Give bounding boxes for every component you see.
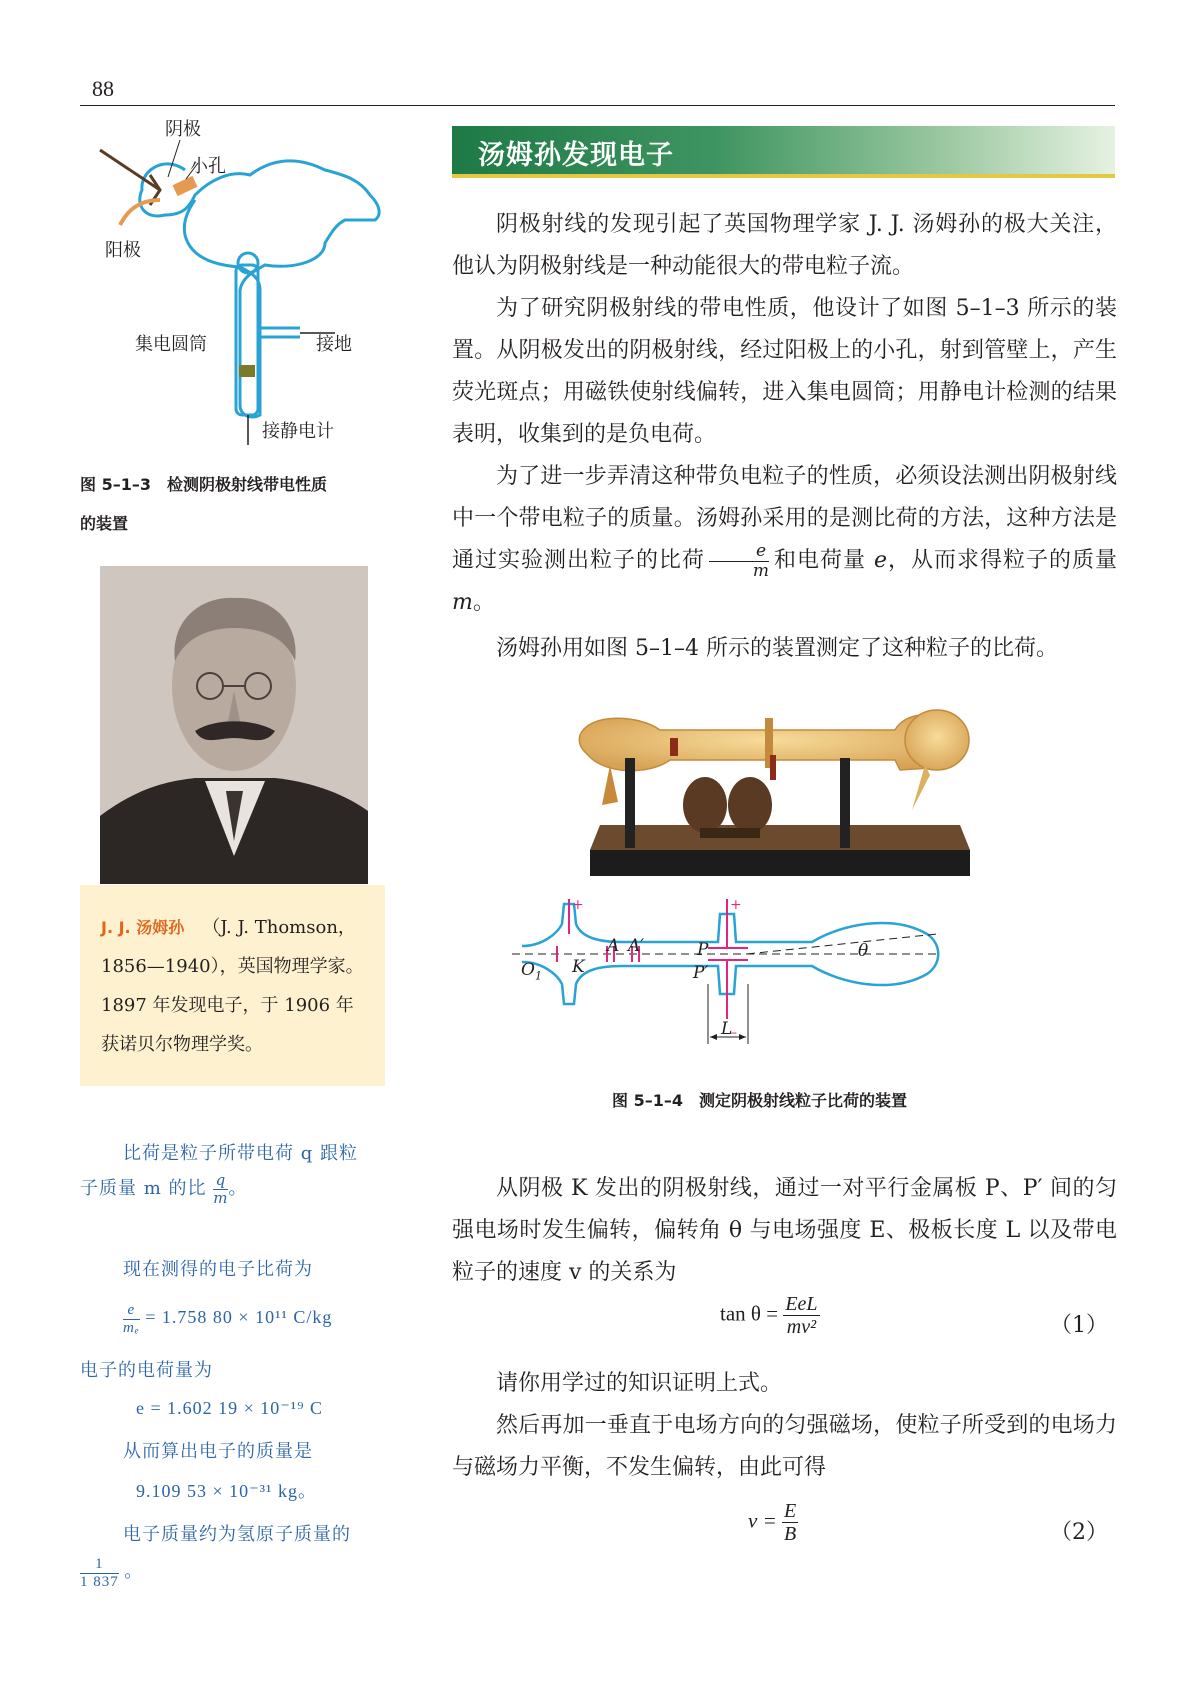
section-banner-accent bbox=[452, 174, 1115, 178]
section-title: 汤姆孙发现电子 bbox=[478, 140, 674, 171]
equation-2: v = $\frac{E}{B}$ bbox=[748, 1500, 797, 1545]
side-note-3: $\frac{e}{\text{mₑ}}$ = 1.758 80 × 10¹¹ C/kg bbox=[123, 1302, 333, 1336]
figure-5-1-4-caption: 图 5–1–4 测定阴极射线粒子比荷的装置 bbox=[612, 1091, 907, 1110]
thomson-portrait bbox=[100, 566, 368, 884]
label-L: L bbox=[721, 1019, 733, 1039]
label-plus-2: + bbox=[730, 897, 742, 913]
side-note-1b: 子质量 m 的比 $\frac{q}{m}$ 。 bbox=[80, 1171, 248, 1207]
paragraph-4: 汤姆孙用如图 5–1–4 所示的装置测定了这种粒子的比荷。 bbox=[496, 636, 1058, 661]
biography-text bbox=[101, 908, 371, 1064]
paragraph-7: 然后再加一垂直于电场方向的匀强磁场，使粒子所受到的电场力与磁场力平衡，不发生偏转，由此可得 bbox=[452, 1413, 1117, 1480]
side-note-9: $\frac{1}{1 837}$ 。 bbox=[80, 1556, 144, 1590]
label-theta: θ bbox=[858, 941, 869, 961]
specific-charge-apparatus-diagram bbox=[512, 894, 1032, 1064]
label-K: K bbox=[572, 957, 585, 977]
figure-5-1-3-caption-line2: 的装置 bbox=[80, 514, 129, 533]
equation-2-number: （2） bbox=[1050, 1520, 1108, 1545]
side-note-1a: 比荷是粒子所带电荷 q 跟粒 bbox=[123, 1143, 358, 1164]
side-note-7: 9.109 53 × 10⁻³¹ kg。 bbox=[136, 1481, 317, 1501]
label-ground: 接地 bbox=[316, 334, 352, 355]
header-rule bbox=[80, 105, 1115, 106]
label-cathode: 阴极 bbox=[165, 119, 201, 140]
paragraph-5: 从阴极 K 发出的阴极射线，通过一对平行金属板 P、P′ 间的匀强电场时发生偏转，偏转角 θ 与电场强度 E、极板长度 L 以及带电粒子的速度 v 的关系为 bbox=[452, 1176, 1117, 1285]
label-A-prime: A′ bbox=[628, 936, 645, 956]
anode-hole bbox=[172, 176, 197, 196]
equation-1: tan θ = $\frac{\text{EeL}}{\text{mv²}}$ bbox=[720, 1293, 818, 1338]
label-collector: 集电圆筒 bbox=[135, 334, 207, 355]
collector-plug bbox=[239, 365, 255, 377]
bio-line2: 1856—1940），英国物理学家。 bbox=[101, 956, 364, 977]
bio-name: J. J. 汤姆孙 bbox=[101, 918, 185, 937]
anode-wire bbox=[120, 200, 160, 225]
page-number: 88 bbox=[92, 76, 114, 101]
thomson-apparatus-photo bbox=[550, 690, 1020, 880]
label-O1: $O_1$ bbox=[521, 960, 542, 983]
equation-1-number: （1） bbox=[1050, 1313, 1108, 1338]
bio-line1: J. J. 汤姆孙 （J. J. Thomson， bbox=[101, 917, 356, 938]
label-minus: – bbox=[730, 1025, 737, 1041]
label-anode: 阳极 bbox=[105, 240, 141, 261]
label-small-hole: 小孔 bbox=[190, 156, 226, 177]
side-note-2: 现在测得的电子比荷为 bbox=[123, 1259, 313, 1280]
side-note-6: 从而算出电子的质量是 bbox=[123, 1441, 313, 1462]
paragraph-1: 阴极射线的发现引起了英国物理学家 J. J. 汤姆孙的极大关注，他认为阴极射线是一种动能很大的带电粒子流。 bbox=[452, 212, 1117, 279]
label-plus-1: + bbox=[572, 897, 584, 913]
side-note-4: 电子的电荷量为 bbox=[80, 1360, 213, 1381]
cathode-ray-charge-apparatus-figure bbox=[90, 115, 400, 475]
label-P-prime: P′ bbox=[693, 963, 709, 983]
side-note-5: e = 1.602 19 × 10⁻¹⁹ C bbox=[136, 1398, 323, 1418]
paragraph-6: 请你用学过的知识证明上式。 bbox=[496, 1371, 783, 1396]
label-P: P bbox=[697, 940, 709, 960]
label-electrometer: 接静电计 bbox=[262, 421, 334, 442]
label-A: A bbox=[607, 936, 620, 956]
bio-line4: 获诺贝尔物理学奖。 bbox=[101, 1034, 263, 1055]
paragraph-2: 为了研究阴极射线的带电性质，他设计了如图 5–1–3 所示的装置。从阴极发出的阴极射线，经过阳极上的小孔，射到管壁上，产生荧光斑点；用磁铁使射线偏转，进入集电圆筒；用静电计检测的结果表明，收集到的是负电荷。 bbox=[452, 296, 1117, 447]
side-note-8: 电子质量约为氢原子质量的 bbox=[123, 1524, 351, 1545]
bio-line3: 1897 年发现电子，于 1906 年 bbox=[101, 995, 354, 1016]
figure-5-1-3-caption-line1: 图 5–1–3 检测阴极射线带电性质 bbox=[80, 475, 327, 494]
paragraph-3: 为了进一步弄清这种带负电粒子的性质，必须设法测出阴极射线中一个带电粒子的质量。汤姆孙采用的是测比荷的方法，这种方法是通过实验测出粒子的比荷 $\frac{e}{m}$ 和电荷量 e，从而求得粒子的质量 m。 bbox=[452, 464, 1117, 615]
